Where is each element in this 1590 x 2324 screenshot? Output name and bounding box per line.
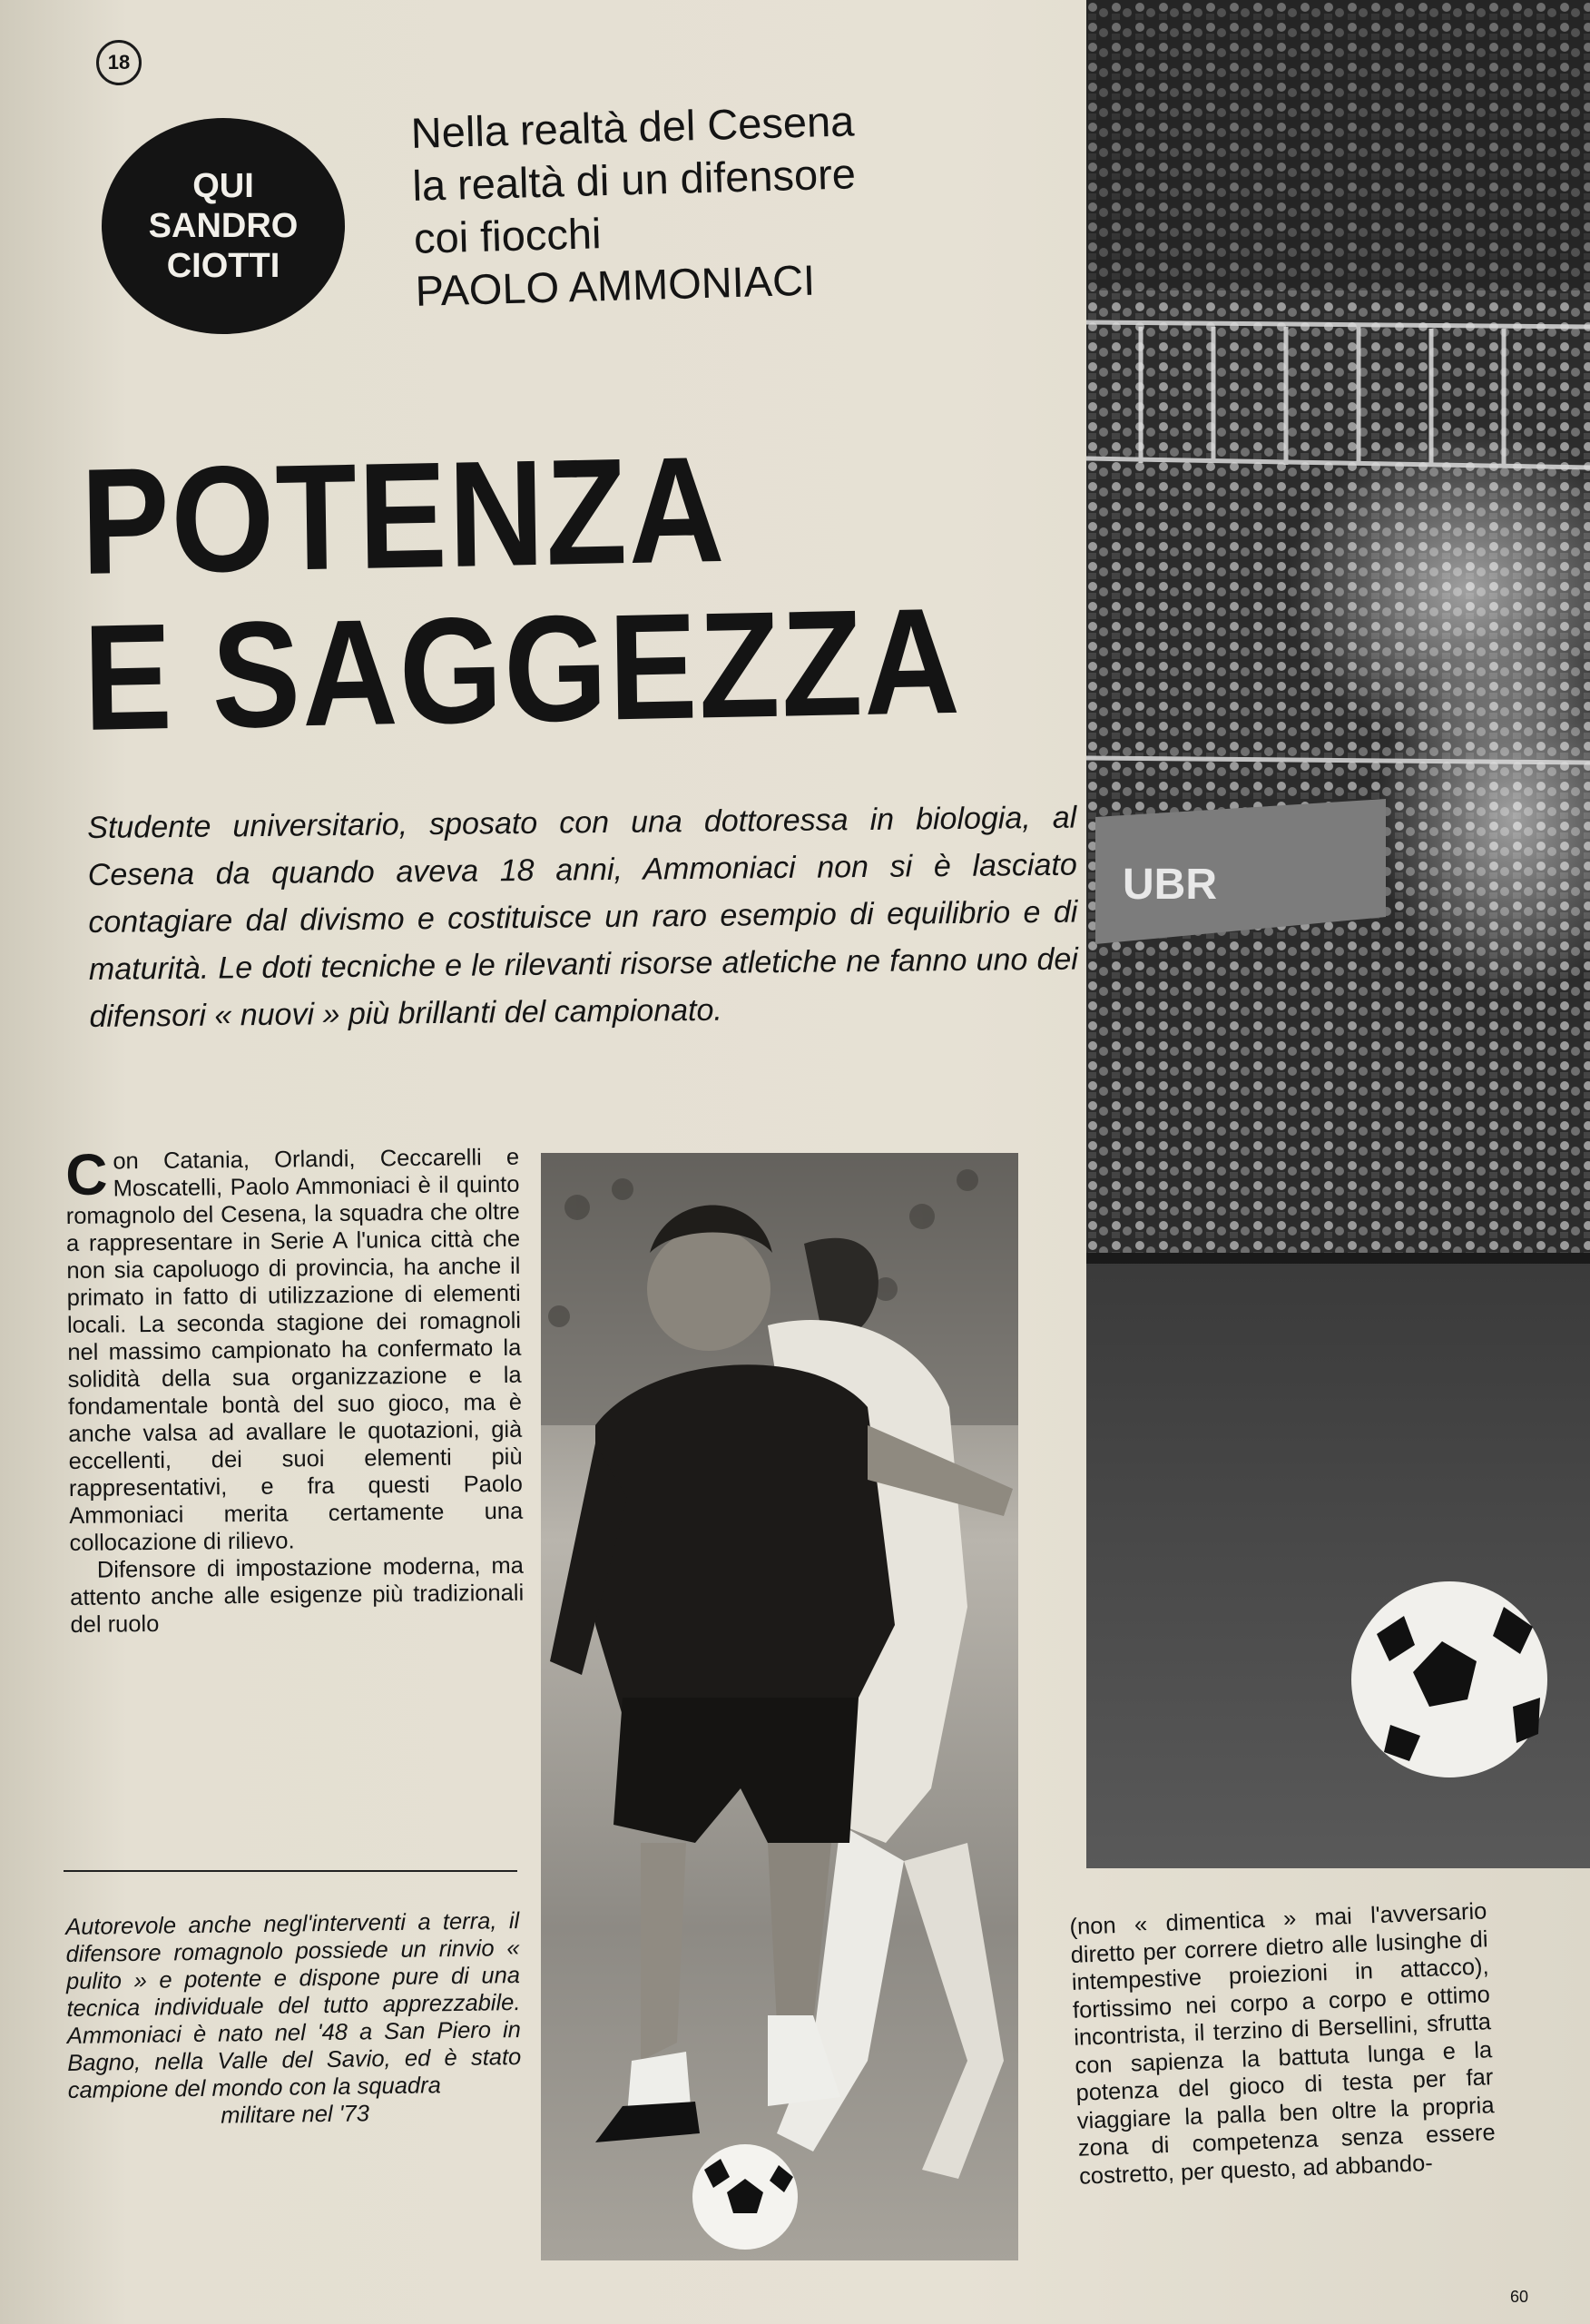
kicker-line: coi fiocchi bbox=[413, 209, 603, 262]
article-body-continued: (non « dimentica » mai l'avversario diretto per correre dietro alle lusinghe di intempestive proiezioni in attacco), fortissimo nei corpo a corpo e ottimo incontrista, il terzino di Bersellini, sfrutta con sapienza la battuta lunga e la potenza del gioco di testa per far viaggiare la palla ben oltre la propria zona di competenza senza essere costretto, per questo, ad abbando- bbox=[1069, 1898, 1497, 2190]
caption-text: Autorevole anche negl'interventi a terra, il difensore romagnolo possiede un rinvio « pulito » e potente e dispone pure di una tecnica individuale del tutto apprezzabile. Ammoniaci è nato nel '48 a San Piero in Bagno, nella Valle del Savio, ed è stato campione del mondo con la squadra bbox=[65, 1908, 522, 2103]
kicker-line: la realtà di un difensore bbox=[411, 149, 857, 210]
headline-line: POTENZA bbox=[79, 425, 727, 606]
badge-line: CIOTTI bbox=[166, 247, 280, 285]
stadium-photo bbox=[1086, 0, 1590, 1868]
page-number: 18 bbox=[96, 40, 142, 85]
article-body bbox=[64, 1141, 525, 1639]
body-paragraph: Difensore di impostazione moderna, ma attento anche alle esigenze più tradizionali del ruolo bbox=[70, 1552, 525, 1638]
player-photo bbox=[541, 1153, 1018, 2260]
article-deck: Studente universitario, sposato con una dottoressa in biologia, al Cesena da quando aveva 18 anni, Ammoniaci non si è lasciato contagiare dal divismo e costituisce un raro esempio di equilibrio e di maturità. Le doti tecniche e le rilevanti risorse atletiche ne fanno uno dei difensori « nuovi » più brillanti del campionato. bbox=[87, 800, 1079, 1034]
badge-line: QUI bbox=[192, 167, 254, 205]
kicker bbox=[410, 88, 1105, 318]
banner-text: UBR bbox=[1123, 861, 1217, 909]
kicker-line: Nella realtà del Cesena bbox=[410, 96, 855, 157]
caption-divider bbox=[64, 1870, 517, 1872]
caption-last-line: militare nel '73 bbox=[221, 2101, 370, 2129]
headline-line: E SAGGEZZA bbox=[82, 576, 963, 763]
drop-cap: C bbox=[64, 1141, 108, 1207]
author-badge bbox=[102, 118, 345, 334]
stadium-photo-image bbox=[1086, 0, 1590, 1868]
body-paragraph bbox=[64, 1141, 524, 1557]
body-paragraph-text: on Catania, Orlandi, Ceccarelli e Moscatelli, Paolo Ammoniaci è il quinto romagnolo del Cesena, la squadra che oltre a rappresentare in Serie A l'unica città che non sia capoluogo di provincia, ha anche il primato in fatto di utilizzazione di elementi locali. La seconda stagione dei romagnoli nel massimo campionato ha confermato la solidità della sua organizzazione e la fondamentale bontà del suo gioco, ma è anche valsa ad avallare le quotazioni, già eccellenti, dei suoi elementi più rappresentativi, e fra questi Paolo Ammoniaci merita certamente una collocazione di rilievo. bbox=[65, 1144, 524, 1556]
headline bbox=[79, 425, 963, 763]
folio-number: 60 bbox=[1510, 2288, 1529, 2306]
kicker-player-name: PAOLO AMMONIACI bbox=[414, 255, 816, 315]
badge-line: SANDRO bbox=[148, 207, 299, 245]
player-photo-image bbox=[541, 1153, 1018, 2260]
photo-caption bbox=[65, 1907, 522, 2132]
